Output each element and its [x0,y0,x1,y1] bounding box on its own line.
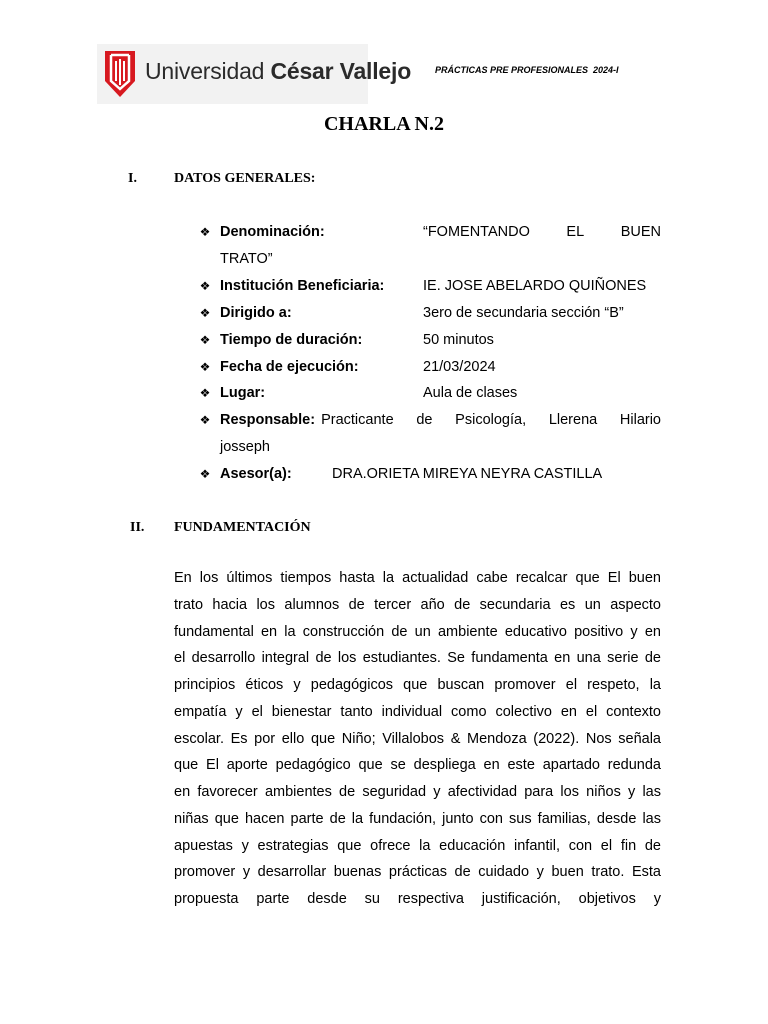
paragraph-line: principios éticos y pedagógicos que buscan promover el respeto, la [174,677,661,693]
ucv-emblem-icon [105,51,135,97]
fundamentacion-paragraph [174,565,661,913]
paragraph-line: En los últimos tiempos hasta la actualidad cabe recalcar que El buen [174,570,661,586]
university-logo [97,44,412,104]
paragraph-line: en favorecer ambientes de seguridad y afectividad para los niños y las [174,784,661,800]
paragraph-line: empatía y el bienestar tanto individual como colectivo en el contexto [174,703,661,720]
diamond-bullet-icon: ❖ [199,386,211,400]
diamond-bullet-icon: ❖ [199,467,211,481]
section-title: FUNDAMENTACIÓN [174,520,311,535]
diamond-bullet-icon: ❖ [199,333,211,347]
paragraph-line: niñas que hacen parte de la fundación, junto con sus familias, desde las [174,810,661,827]
section-title: DATOS GENERALES: [174,171,316,186]
paragraph-line: apuestas y estrategias que ofrece la educación infantil, con el fin de [174,837,661,854]
section-number: I. [128,171,137,186]
diamond-bullet-icon: ❖ [199,279,211,293]
paragraph-line: trato hacia los alumnos de tercer año de secundaria es un aspecto [174,596,661,613]
diamond-bullet-icon: ❖ [199,413,211,427]
paragraph-line: el desarrollo integral de los estudiantes. Se fundamenta en una serie de [174,650,661,667]
paragraph-line: propuesta parte desde su respectiva justificación, objetivos y [174,891,661,907]
paragraph-line: que El aporte pedagógico que se despliega en este apartado redunda [174,757,661,774]
diamond-bullet-icon: ❖ [199,360,211,374]
paragraph-line: escolar. Es por ello que Niño; Villalobos & Mendoza (2022). Nos señala [174,730,661,747]
document-title: CHARLA N.2 [323,113,444,135]
paragraph-line: fundamental en la construcción de un ambiente educativo positivo y en [174,623,661,640]
logo-text: Universidad César Vallejo [145,58,412,84]
header-program-label: PRÁCTICAS PRE PROFESIONALES 2024-I [435,65,619,75]
section-number: II. [130,520,145,535]
diamond-bullet-icon: ❖ [199,306,211,320]
diamond-bullet-icon: ❖ [199,225,211,239]
paragraph-line: promover y desarrollar buenas prácticas de cuidado y buen trato. Esta [174,864,661,881]
